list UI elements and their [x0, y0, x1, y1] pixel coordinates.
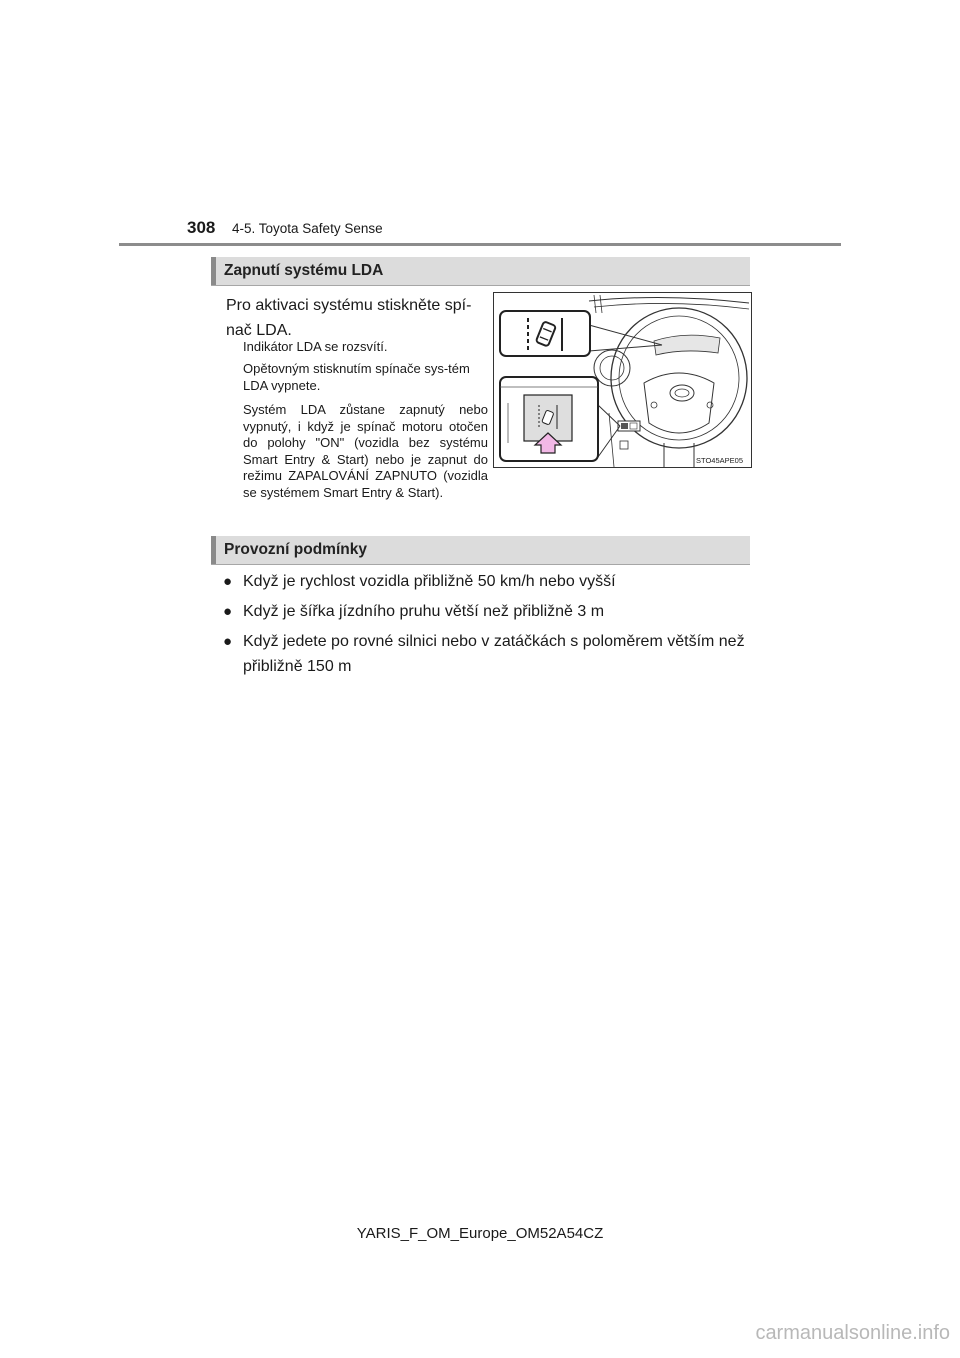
list-item-text: Když jedete po rovné silnici nebo v zatáčkách s poloměrem větším než přibližně 150 m [243, 633, 745, 675]
list-item [223, 629, 753, 679]
document-id: YARIS_F_OM_Europe_OM52A54CZ [356, 1225, 604, 1242]
conditions-list [223, 569, 753, 684]
bullet-icon: ● [223, 573, 233, 590]
section-heading-lda-activation [211, 257, 750, 286]
section-heading-operating-conditions [211, 536, 750, 565]
header-rule [119, 243, 841, 246]
list-item [223, 599, 753, 624]
page-number: 308 [187, 218, 216, 237]
heading-accent [211, 536, 216, 564]
note-indicator: Indikátor LDA se rozsvítí. [243, 339, 388, 354]
dashboard-drawing [494, 293, 751, 467]
section-heading-label: Provozní podmínky [224, 541, 367, 558]
section-heading-label: Zapnutí systému LDA [224, 262, 384, 279]
list-item [223, 569, 753, 594]
list-item-text: Když je rychlost vozidla přibližně 50 km/h nebo vyšší [243, 573, 616, 590]
list-item-text: Když je šířka jízdního pruhu větší než přibližně 3 m [243, 603, 605, 620]
figure-code: STO45APE05 [696, 456, 743, 465]
watermark: carmanualsonline.info [755, 1322, 950, 1344]
dashboard-illustration [493, 292, 752, 468]
section-path: 4-5. Toyota Safety Sense [232, 221, 383, 236]
note-persistence: Systém LDA zůstane zapnutý nebo vypnutý, i když je spínač motoru otočen do polohy "ON" (vozidla bez systému Smart Entry & Start) nebo je zapnut do režimu ZAPALOVÁNÍ ZAPNUTO (vozidla se systémem Smart Entry & Start). [243, 402, 488, 500]
lead-instruction: Pro aktivaci systému stiskněte spí-nač LDA. [226, 297, 472, 339]
note-deactivate: Opětovným stisknutím spínače sys-tém LDA vypnete. [243, 361, 470, 393]
bullet-icon: ● [223, 603, 233, 620]
bullet-icon: ● [223, 633, 233, 650]
heading-accent [211, 257, 216, 285]
